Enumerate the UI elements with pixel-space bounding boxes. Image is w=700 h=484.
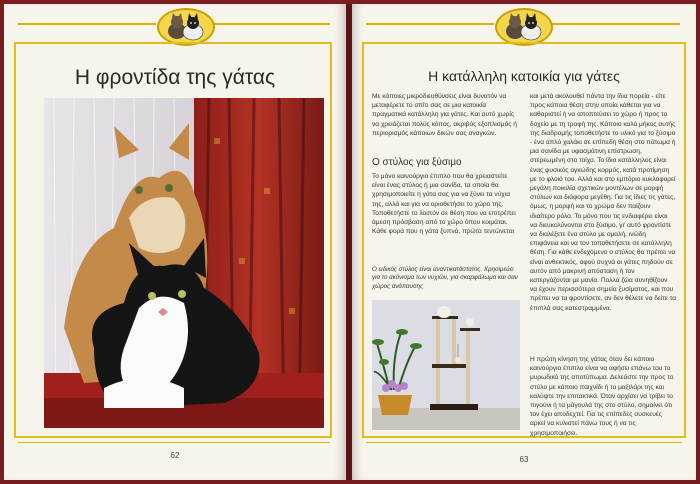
right-page xyxy=(352,4,696,480)
page-number: 62 xyxy=(170,451,180,460)
section-subheading: Ο στύλος για ξύσιμο xyxy=(372,157,462,168)
column2-closing-paragraph: Η πρώτη κίνηση της γάτας όταν δει κάποιο καινούργιο έπιπλο είναι να αφήσει επάνω του το μυρωδικό της αποτύπωμα. Δελεάστε την προς το στύλο με κάποιο παιχνίδι ή το μαξιλάρι της και καλύψτε την επιτακτικά. Όταν αρχίσει να τρίβει το πιγούνι ή τα μάγουλά της στο στύλο, σημαίνει ότι τον έχει αποδεχτεί. Για τις επίπεδες συσκευές αρκεί να κυλιστεί πάνω τους ή να τις χρησιμοποιήσει. xyxy=(530,356,674,437)
cats-medallion-icon xyxy=(157,8,215,46)
top-rule-right-2 xyxy=(550,23,680,25)
top-rule-left-2 xyxy=(212,23,330,25)
page-title: Η φροντίδα της γάτας xyxy=(74,66,276,89)
bottom-rule-right xyxy=(366,442,682,443)
left-page xyxy=(4,4,346,480)
cats-photo xyxy=(44,98,324,428)
scratching-post-paragraph: Το μόνο καινούργιο έπιπλο που θα χρειαστείτε είναι ένας στύλος ή μια σανίδα, τα οποία θα χρησιμοποιείτε η γάτα σας για να ξύνει τα νύχια της, αλλά και για να οριοθετήσει το χώρο της. Τοποθετήστε το λοιπόν σε θέση που να επιτρέπει άμεση πρόσβαση από το χώρο όπου κοιμάται. Κάθε φορά που η γάτα ξυπνά, πρώτα τεντώνεται xyxy=(372,173,516,236)
column2-paragraph: και μετά ακολουθεί πάντα την ίδια πορεία - είτε προς κάποια θέση στην οποία κάθεται για να καθαριστεί ή να αποπτεύσει το χώρο ή προς το δοχείο με τη τροφή της. Κάποιο καλό μήκος αυτής της διαδρομής τοποθετήστε το υλικό για το ξύσιμο - ένα απλό χαλάκι σε επίπεδη θέση στο πάτωμα ή μια σανίδα με υφασμάτινη επίστρωση, στερεωμένη στο τοίχο. Το ίδιο κατάλληλος είναι ένας φυσικός ογκώδης κορμός, κατά προτίμηση με το φλοιό του. Αλλά και στο εμπόριο κυκλοφορεί μεγάλη ποικιλία σχετικών μοντέλων σε μορφή στύλων και διάφορα μεγέθη. Για τις ίδιες τις γάτες, όμως, η μορφή και το χρώμα δεν παίζουν ιδιαίτερο ρόλο. Το μόνο που τις ενδιαφέρει είναι να διευκολύνονται στο ξύσιμο, γι' αυτό φροντίστε να διαλέξετε ένα στύλο με ομαλή, ινώδη επιφάνεια και να τον τοποθετήσετε σε κατάλληλη θέση. Για κάθε ενδεχόμενο ο στύλος θα πρέπει να είναι ανθεκτικός, αφού συχνά οι γάτες πηδούν σε αυτόν από μακρινή απόσταση ή τον κατεργάζονται με μανία. Πολλά ζώα συνηθίζουν να έχουν περισσότερα σημεία ξυσίματος, και που πρέπει να τα φροντίσετε, αν δεν θέλετε να δείτε τα έπιπλά σας κατεστραμμένα. xyxy=(530,93,677,312)
top-rule-right xyxy=(366,23,494,25)
scratching-post-photo xyxy=(372,300,520,430)
intro-paragraph: Με κάποιες μικροδιευθύνσεις είναι δυνατόν να μεταφέρετε το σπίτι σας σε μια κατοικία πραγματικά κατάλληλη για γάτες. Και αυτό χωρίς να χρειάζεται πολύς κόπος, ακριβός εξοπλισμός ή περιορισμός κάποιων δικών σας αναγκών. xyxy=(372,93,517,137)
cats-medallion-icon xyxy=(495,8,553,46)
top-rule-left xyxy=(18,23,156,25)
photo-caption: Ο ειδικός στύλος είναι αναντικατάστατος. Χρησιμεύει για το ακόνισμα των νυχιών, για σκαρφάλωμα και σαν χώρος ανάπαυσης xyxy=(372,266,518,290)
page-number: 63 xyxy=(519,455,529,464)
bottom-rule-left xyxy=(18,442,330,443)
page-title: Η κατάλληλη κατοικία για γάτες xyxy=(428,68,620,84)
